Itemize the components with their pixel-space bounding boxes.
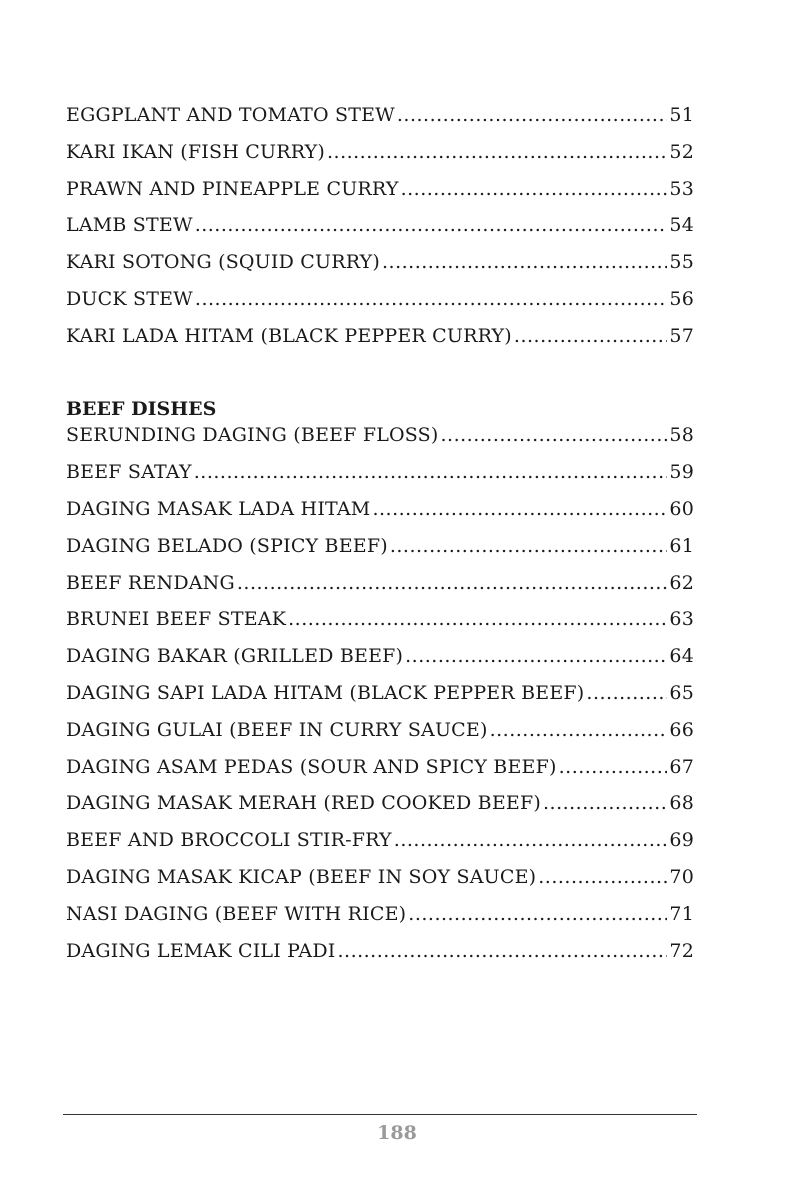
toc-entry-page: 58 xyxy=(669,424,694,447)
dot-leader xyxy=(559,756,668,778)
toc-entry-title: SERUNDING DAGING (BEEF FLOSS) xyxy=(66,424,439,447)
toc-entry-title: NASI DAGING (BEEF WITH RICE) xyxy=(66,902,407,925)
page-number: 188 xyxy=(377,1122,417,1144)
dot-leader xyxy=(586,682,667,704)
dot-leader xyxy=(390,535,668,557)
toc-entry xyxy=(66,608,694,645)
toc-entry-page: 69 xyxy=(669,829,694,852)
dot-leader xyxy=(490,719,668,741)
toc-entry-title: DAGING GULAI (BEEF IN CURRY SAUCE) xyxy=(66,718,488,741)
toc-entry xyxy=(66,682,694,719)
toc-entry xyxy=(66,903,694,940)
toc-entry-page: 70 xyxy=(669,865,694,888)
toc-entry-page: 61 xyxy=(669,534,694,557)
dot-leader xyxy=(514,325,668,347)
dot-leader xyxy=(543,792,667,814)
toc-entry-page: 62 xyxy=(669,571,694,594)
toc-entry xyxy=(66,141,694,178)
toc-entry-title: DAGING SAPI LADA HITAM (BLACK PEPPER BEEF) xyxy=(66,681,585,704)
toc-entry xyxy=(66,940,694,977)
toc-entry-page: 53 xyxy=(669,177,694,200)
toc-entry xyxy=(66,792,694,829)
toc-entry-title: DAGING BAKAR (GRILLED BEEF) xyxy=(66,645,404,668)
dot-leader xyxy=(401,178,668,200)
toc-entry-title: DAGING BELADO (SPICY BEEF) xyxy=(66,534,388,557)
toc-entry-page: 60 xyxy=(669,497,694,520)
toc-entry xyxy=(66,866,694,903)
toc-entry xyxy=(66,572,694,609)
toc-entry-page: 54 xyxy=(669,214,694,237)
toc-entry-title: KARI LADA HITAM (BLACK PEPPER CURRY) xyxy=(66,324,512,347)
toc-entry xyxy=(66,719,694,756)
toc-entry-title: DAGING ASAM PEDAS (SOUR AND SPICY BEEF) xyxy=(66,755,557,778)
dot-leader xyxy=(195,288,668,310)
dot-leader xyxy=(337,940,667,962)
toc-entry-page: 57 xyxy=(669,324,694,347)
toc-entry xyxy=(66,498,694,535)
toc-entry xyxy=(66,461,694,498)
toc-entry-title: DAGING LEMAK CILI PADI xyxy=(66,939,336,962)
dot-leader xyxy=(237,572,668,594)
toc-entry-page: 65 xyxy=(669,681,694,704)
toc-entry xyxy=(66,251,694,288)
toc-entry-title: BEEF RENDANG xyxy=(66,571,235,594)
dot-leader xyxy=(195,214,668,236)
toc-entry-page: 68 xyxy=(669,792,694,815)
footer-rule xyxy=(63,1114,697,1115)
toc-entry xyxy=(66,104,694,141)
toc-entry-page: 71 xyxy=(669,902,694,925)
toc-entry-title: KARI IKAN (FISH CURRY) xyxy=(66,140,325,163)
dot-leader xyxy=(288,608,667,630)
toc-entry-title: DAGING MASAK KICAP (BEEF IN SOY SAUCE) xyxy=(66,865,537,888)
toc-entry-title: DAGING MASAK LADA HITAM xyxy=(66,497,371,520)
toc-entry xyxy=(66,645,694,682)
toc-entry-title: LAMB STEW xyxy=(66,214,193,237)
toc-entry-title: BRUNEI BEEF STEAK xyxy=(66,608,287,631)
toc-entry-page: 66 xyxy=(669,718,694,741)
dot-leader xyxy=(405,645,667,667)
toc-entry-page: 56 xyxy=(669,287,694,310)
toc-entry-page: 67 xyxy=(669,755,694,778)
toc-entry-title: KARI SOTONG (SQUID CURRY) xyxy=(66,251,381,274)
toc-entry xyxy=(66,424,694,461)
dot-leader xyxy=(372,498,667,520)
toc-entry xyxy=(66,829,694,866)
toc-entry-title: BEEF AND BROCCOLI STIR-FRY xyxy=(66,829,392,852)
toc-entry-page: 51 xyxy=(669,104,694,126)
dot-leader xyxy=(394,829,668,851)
table-of-contents xyxy=(66,104,694,976)
toc-entry xyxy=(66,288,694,325)
toc-entry-page: 72 xyxy=(669,939,694,962)
toc-entry-title: BEEF SATAY xyxy=(66,461,192,484)
dot-leader xyxy=(408,903,667,925)
toc-entry-title: DUCK STEW xyxy=(66,287,193,310)
toc-entry xyxy=(66,535,694,572)
dot-leader xyxy=(194,461,668,483)
dot-leader xyxy=(538,866,667,888)
toc-entry-page: 55 xyxy=(669,251,694,274)
toc-entry-title: DAGING MASAK MERAH (RED COOKED BEEF) xyxy=(66,792,541,815)
dot-leader xyxy=(382,251,667,273)
dot-leader xyxy=(327,141,667,163)
toc-entry xyxy=(66,756,694,793)
toc-entry-title: PRAWN AND PINEAPPLE CURRY xyxy=(66,177,399,200)
toc-entry xyxy=(66,214,694,251)
dot-leader xyxy=(397,104,668,126)
dot-leader xyxy=(441,424,668,446)
toc-entry-page: 52 xyxy=(669,140,694,163)
toc-entry-page: 64 xyxy=(669,645,694,668)
toc-entry-title: EGGPLANT AND TOMATO STEW xyxy=(66,104,395,126)
toc-entry xyxy=(66,325,694,362)
section-heading: BEEF DISHES xyxy=(66,398,217,421)
toc-entry-page: 63 xyxy=(669,608,694,631)
toc-entry-page: 59 xyxy=(669,461,694,484)
toc-entry xyxy=(66,178,694,215)
